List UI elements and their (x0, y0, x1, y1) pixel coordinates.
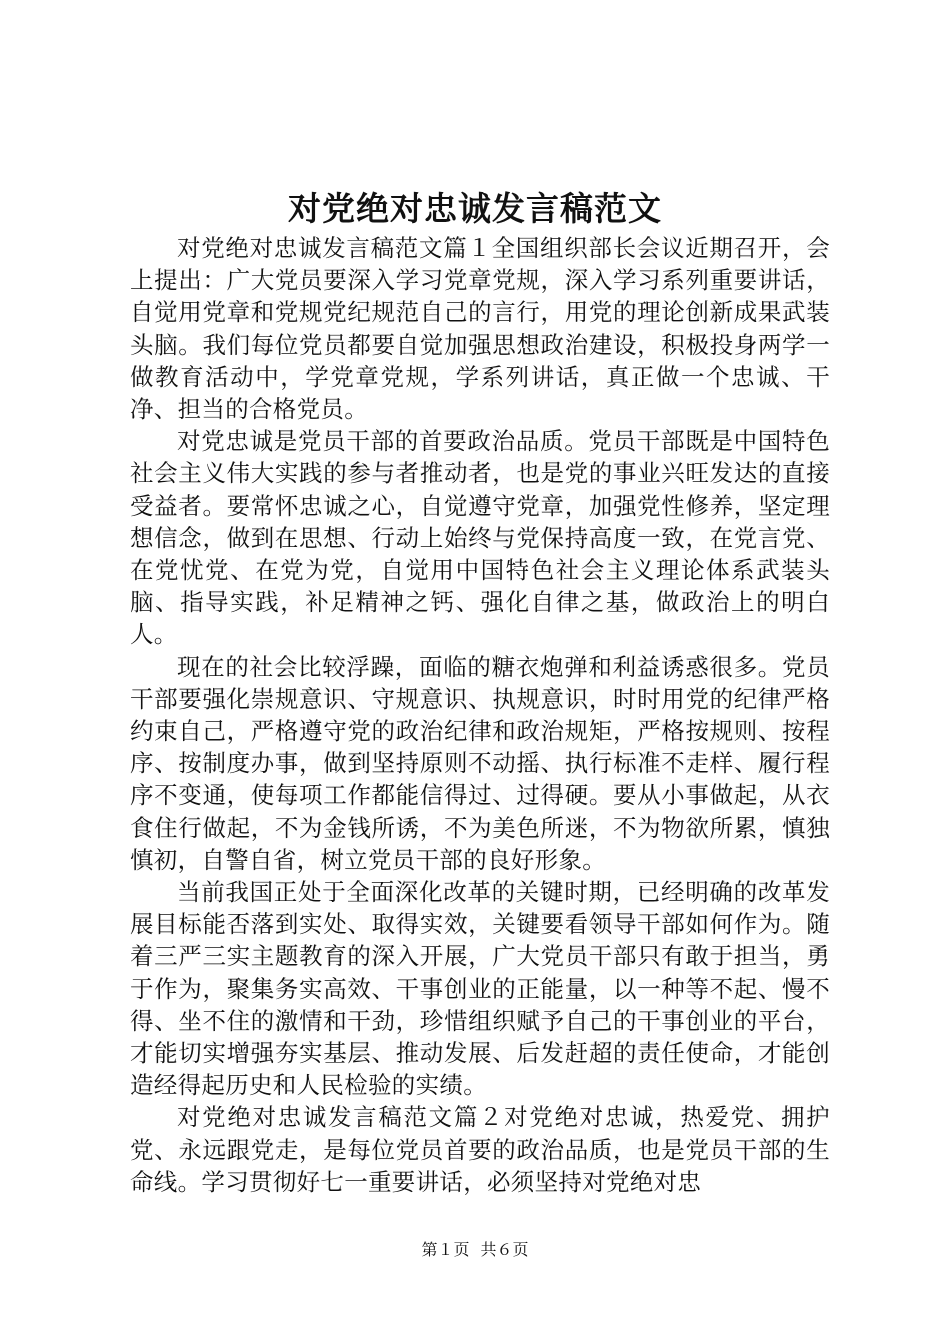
page-number: 第１页 (421, 1240, 470, 1259)
paragraph-4: 当前我国正处于全面深化改革的关键时期，已经明确的改革发展目标能否落到实处、取得实效，关键要看领导干部如何作为。随着三严三实主题教育的深入开展，广大党员干部只有敢于担当，勇于作为，聚集务实高效、干事创业的正能量，以一种等不起、慢不得、坐不住的激情和干劲，珍惜组织赋予自己的干事创业的平台，才能切实增强夯实基层、推动发展、后发赶超的责任使命，才能创造经得起历史和人民检验的实绩。 (130, 878, 830, 1100)
paragraph-1: 对党绝对忠诚发言稿范文篇１全国组织部长会议近期召开，会上提出：广大党员要深入学习党章党规，深入学习系列重要讲话，自觉用党章和党规党纪规范自己的言行，用党的理论创新成果武装头脑。我们每位党员都要自觉加强思想政治建设，积极投身两学一做教育活动中，学党章党规，学系列讲话，真正做一个忠诚、干净、担当的合格党员。 (130, 234, 830, 424)
paragraph-5: 对党绝对忠诚发言稿范文篇２对党绝对忠诚，热爱党、拥护党、永远跟党走，是每位党员首要的政治品质，也是党员干部的生命线。学习贯彻好七一重要讲话，必须坚持对党绝对忠 (130, 1103, 830, 1196)
page-total: 共６页 (480, 1240, 529, 1259)
document-body (130, 232, 830, 1198)
paragraph-2: 对党忠诚是党员干部的首要政治品质。党员干部既是中国特色社会主义伟大实践的参与者推动者，也是党的事业兴旺发达的直接受益者。要常怀忠诚之心，自觉遵守党章，加强党性修养，坚定理想信念，做到在思想、行动上始终与党保持高度一致，在党言党、在党忧党、在党为党，自觉用中国特色社会主义理论体系武装头脑、指导实践，补足精神之钙、强化自律之基，做政治上的明白人。 (130, 427, 830, 649)
document-title: 对党绝对忠诚发言稿范文 (288, 189, 662, 228)
paragraph-3: 现在的社会比较浮躁，面临的糖衣炮弹和利益诱惑很多。党员干部要强化崇规意识、守规意识、执规意识，时时用党的纪律严格约束自己，严格遵守党的政治纪律和政治规矩，严格按规则、按程序、按制度办事，做到坚持原则不动摇、执行标准不走样、履行程序不变通，使每项工作都能信得过、过得硬。要从小事做起，从衣食住行做起，不为金钱所诱，不为美色所迷，不为物欲所累，慎独慎初，自警自省，树立党员干部的良好形象。 (130, 652, 830, 874)
page-footer (0, 1238, 950, 1262)
